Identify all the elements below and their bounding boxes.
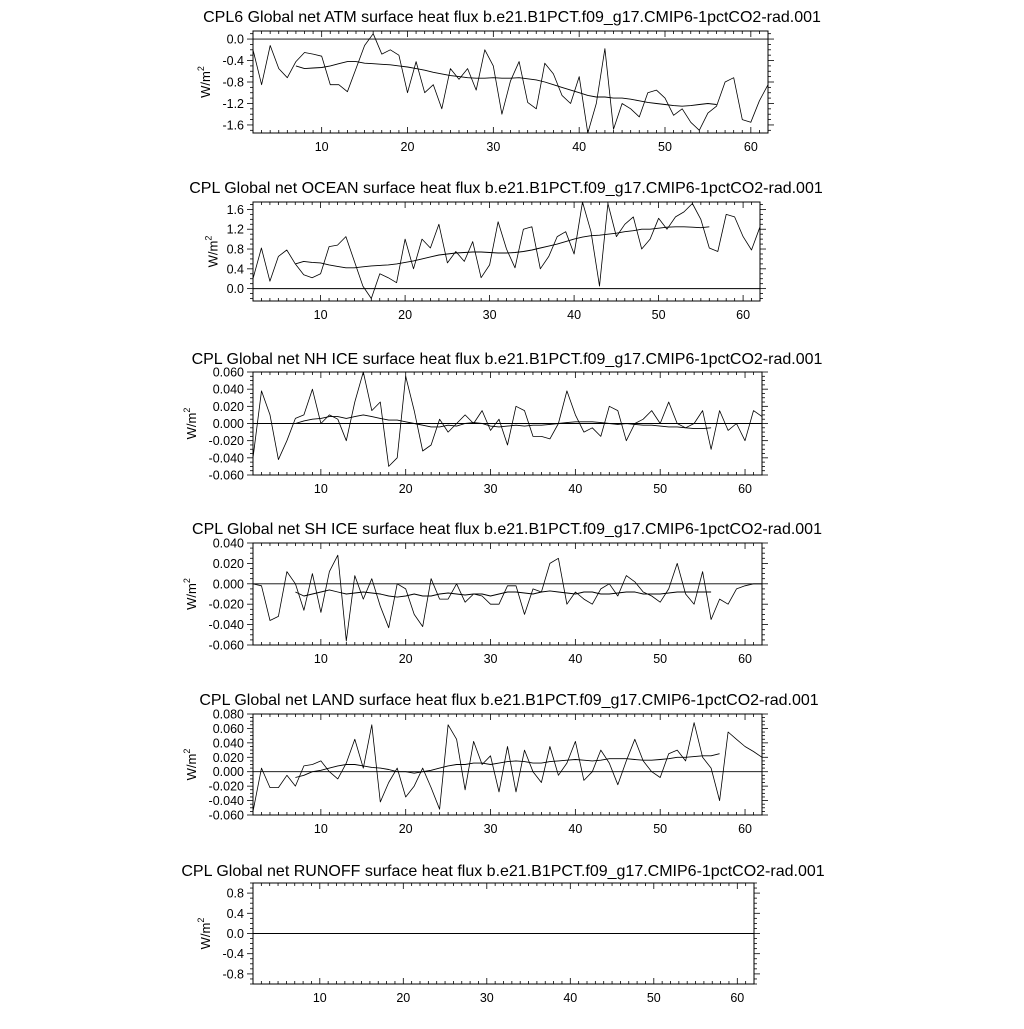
y-axis-label-unit: W/m (183, 753, 199, 781)
x-tick-label: 50 (653, 652, 668, 666)
panel-title: CPL6 Global net ATM surface heat flux b.e21.B1PCT.f09_g17.CMIP6-1pctCO2-rad.001 (203, 9, 821, 26)
y-tick-label: 1.6 (226, 202, 244, 217)
y-tick-label: 0.4 (226, 906, 244, 921)
y-tick-label: -0.060 (208, 468, 244, 483)
x-tick-label: 60 (730, 991, 745, 1005)
y-tick-label: 0.000 (212, 417, 244, 431)
x-tick-label: 30 (483, 652, 498, 666)
y-axis-label (196, 918, 213, 950)
plot-frame (253, 714, 762, 815)
x-tick-label: 20 (398, 822, 413, 836)
annual-series-line (253, 34, 768, 133)
y-tick-label: -0.040 (208, 451, 244, 466)
y-axis-label-unit: W/m (198, 71, 214, 98)
y-axis-label-unit: W/m (183, 583, 199, 610)
y-tick-label: 0.000 (212, 577, 244, 592)
x-tick-label: 40 (563, 991, 578, 1005)
y-tick-label: 0.0 (226, 32, 244, 47)
panel-6 (181, 863, 824, 1005)
x-tick-label: 20 (398, 652, 413, 666)
y-axis-label-unit: W/m (205, 240, 221, 268)
x-tick-label: 30 (479, 991, 494, 1005)
x-tick-label: 40 (568, 822, 583, 836)
y-tick-label: 1.2 (226, 222, 244, 237)
x-tick-label: 40 (568, 482, 583, 496)
y-axis-label (196, 66, 213, 98)
y-tick-label: 0.040 (212, 382, 244, 397)
y-axis-label-exponent: 2 (203, 235, 214, 241)
x-tick-label: 10 (312, 991, 327, 1005)
x-tick-label: 50 (653, 482, 668, 496)
y-tick-label: -1.6 (222, 118, 244, 133)
y-tick-label: -0.020 (208, 779, 244, 794)
y-tick-label: 0.0 (226, 282, 244, 297)
annual-series-line (253, 372, 762, 466)
y-axis-label-unit: W/m (183, 412, 199, 440)
y-tick-label: 0.060 (212, 365, 244, 380)
x-tick-label: 40 (568, 652, 583, 666)
x-tick-label: 10 (314, 140, 329, 154)
panel-title: CPL Global net SH ICE surface heat flux b.e21.B1PCT.f09_g17.CMIP6-1pctCO2-rad.001 (192, 521, 822, 538)
panel-4 (182, 521, 822, 666)
annual-series-line (253, 202, 760, 299)
y-axis-label-unit: W/m (198, 922, 214, 950)
panel-5 (182, 692, 819, 836)
y-tick-label: -1.2 (222, 96, 244, 111)
panel-1 (196, 9, 821, 154)
x-tick-label: 30 (486, 140, 501, 154)
x-tick-label: 30 (483, 482, 498, 496)
y-tick-label: -0.4 (222, 54, 244, 69)
annual-series-line (253, 723, 762, 812)
y-tick-label: 0.020 (212, 399, 244, 414)
x-tick-label: 50 (646, 991, 661, 1005)
y-tick-label: -0.040 (208, 794, 244, 809)
running-mean-line (296, 62, 717, 107)
y-tick-label: 0.040 (212, 736, 244, 751)
y-tick-label: -0.060 (208, 638, 244, 653)
panel-title: CPL Global net NH ICE surface heat flux b.e21.B1PCT.f09_g17.CMIP6-1pctCO2-rad.001 (191, 351, 823, 368)
x-tick-label: 60 (743, 140, 758, 154)
y-axis-label (203, 236, 220, 268)
x-tick-label: 40 (572, 140, 587, 154)
x-tick-label: 20 (396, 991, 411, 1005)
running-mean-line (295, 754, 719, 778)
x-tick-label: 10 (313, 652, 328, 666)
running-mean-line (295, 415, 711, 429)
y-tick-label: 0.8 (226, 242, 244, 257)
x-tick-label: 20 (398, 482, 413, 496)
x-tick-label: 50 (653, 822, 668, 836)
y-axis-label-exponent: 2 (196, 917, 207, 923)
panel-3 (182, 351, 823, 496)
x-tick-label: 40 (567, 308, 582, 322)
x-tick-label: 30 (482, 308, 497, 322)
y-tick-label: 0.080 (212, 707, 244, 722)
x-tick-label: 50 (658, 140, 672, 154)
y-axis-label-exponent: 2 (181, 578, 192, 584)
x-tick-label: 10 (313, 822, 328, 836)
panel-title: CPL Global net RUNOFF surface heat flux b.e21.B1PCT.f09_g17.CMIP6-1pctCO2-rad.001 (181, 863, 825, 880)
y-tick-label: 0.0 (226, 927, 244, 941)
x-tick-label: 60 (738, 652, 752, 666)
running-mean-line (295, 590, 711, 597)
y-axis-label-exponent: 2 (181, 748, 192, 754)
y-axis-label (182, 749, 199, 781)
running-mean-line (295, 227, 709, 268)
y-tick-label: 0.000 (212, 765, 244, 780)
y-tick-label: -0.020 (208, 597, 244, 612)
x-tick-label: 20 (398, 308, 413, 322)
y-tick-label: -0.060 (208, 808, 244, 823)
x-tick-label: 60 (738, 482, 752, 496)
panel-title: CPL Global net OCEAN surface heat flux b.e21.B1PCT.f09_g17.CMIP6-1pctCO2-rad.001 (189, 180, 823, 197)
y-tick-label: 0.8 (226, 886, 244, 901)
y-tick-label: 0.020 (212, 750, 244, 765)
x-tick-label: 30 (483, 822, 498, 836)
x-tick-label: 10 (313, 482, 328, 496)
y-tick-label: -0.4 (222, 947, 244, 962)
y-tick-label: 0.020 (212, 556, 244, 571)
y-tick-label: -0.8 (222, 75, 244, 90)
y-tick-label: -0.8 (222, 967, 244, 982)
y-tick-label: -0.020 (208, 434, 244, 449)
x-tick-label: 50 (651, 308, 666, 322)
y-tick-label: 0.040 (212, 536, 244, 551)
y-tick-label: -0.040 (208, 618, 244, 633)
x-tick-label: 60 (738, 822, 752, 836)
panel-title: CPL Global net LAND surface heat flux b.e21.B1PCT.f09_g17.CMIP6-1pctCO2-rad.001 (199, 692, 819, 709)
x-tick-label: 10 (313, 308, 328, 322)
y-tick-label: 0.4 (226, 262, 244, 277)
y-axis-label (182, 408, 199, 440)
plot-frame (253, 202, 760, 301)
annual-series-line (253, 555, 762, 641)
y-tick-label: 0.060 (212, 721, 244, 736)
panel-2 (189, 180, 823, 322)
y-axis-label (182, 578, 199, 610)
x-tick-label: 20 (400, 140, 415, 154)
y-axis-label-exponent: 2 (181, 407, 192, 413)
x-tick-label: 60 (736, 308, 751, 322)
y-axis-label-exponent: 2 (196, 66, 207, 72)
